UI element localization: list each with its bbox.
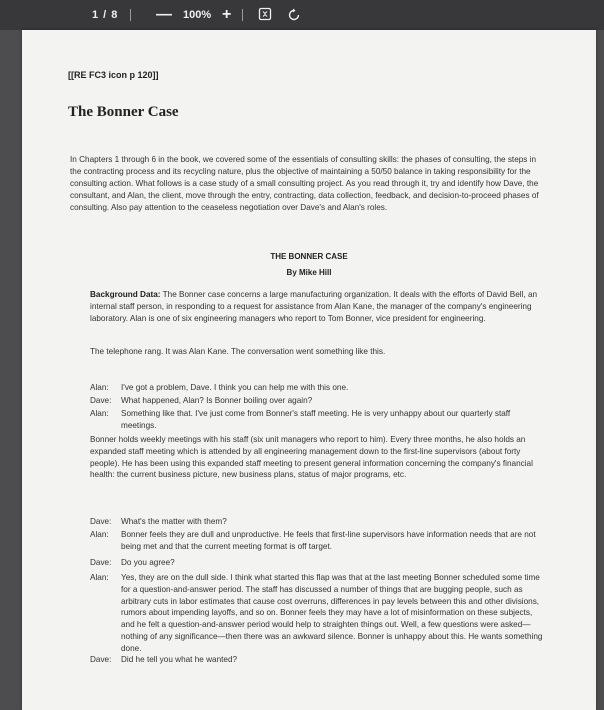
zoom-out-button[interactable]: — xyxy=(156,6,172,23)
dialogue-speaker: Alan: xyxy=(90,530,109,539)
intro-paragraph: In Chapters 1 through 6 in the book, we covered some of the essentials of consulting skills: the phases of consulting, the steps in the contracting process and its recycling nature, plus the objective of maintaining a 50/50 balance in taking responsibility for the consulting action. What follows is a case study of a small consulting project. As you read through it, try and identify how Dave, the consultant, and Alan, the client, move through the entry, contracting, data collection, feedback, and decision-to-proceed phases of consulting. Also pay attention to the ceaseless negotiation over Dave's and Alan's roles. xyxy=(70,155,539,213)
dialogue-speaker: Dave: xyxy=(90,396,112,405)
zoom-in-button[interactable]: + xyxy=(222,6,232,23)
telephone-line: The telephone rang. It was Alan Kane. The conversation went something like this. xyxy=(90,347,386,356)
dialogue-speaker: Dave: xyxy=(90,558,112,567)
background-paragraph xyxy=(90,289,542,325)
dialogue-line xyxy=(90,529,550,553)
dialogue-text: Did he tell you what he wanted? xyxy=(121,655,238,664)
dialogue-text: I've got a problem, Dave. I think you can help me with this one. xyxy=(121,383,349,392)
dialogue-line xyxy=(90,654,550,666)
dialogue-text: Bonner feels they are dull and unproductive. He feels that first-line supervisors have information needs that are not being met and that the current meeting format is off target. xyxy=(121,530,536,551)
dialogue-text: Do you agree? xyxy=(121,558,175,567)
page-indicator: 1 / 8 xyxy=(92,9,119,21)
dialogue-text: Yes, they are on the dull side. I think what started this flap was that at the last meeting Bonner scheduled some time for a question-and-answer period. The staff has discussed a number of things that are bugging people, such as arbitrary cuts in labor estimates that cause cost overruns, differences in pay levels between this and other divisions, rumors about impending layoffs, and so on. Bonner feels they may have a lot of misinformation on these subjects, and he felt a question-and-answer period would help to straighten things out. Well, a few questions were asked—nothing of any significance—then there was an awkward silence. Bonner is unhappy about this. He wants something done. xyxy=(121,573,543,653)
pdf-toolbar xyxy=(0,0,604,30)
dialogue-line xyxy=(90,572,550,656)
reference-tag: [[RE FC3 icon p 120]] xyxy=(68,70,159,80)
background-label: Background Data: xyxy=(90,290,161,299)
toolbar-divider xyxy=(242,9,243,21)
dialogue-line xyxy=(90,408,550,432)
case-title: THE BONNER CASE xyxy=(270,252,348,261)
dialogue-line xyxy=(90,557,550,569)
dialogue-speaker: Dave: xyxy=(90,517,112,526)
dialogue-speaker: Alan: xyxy=(90,409,109,418)
dialogue-speaker: Alan: xyxy=(90,573,109,582)
rotate-icon[interactable] xyxy=(286,7,302,23)
dialogue-speaker: Dave: xyxy=(90,655,112,664)
meetings-paragraph: Bonner holds weekly meetings with his staff (six unit managers who report to him). Every three months, he also holds an expanded staff meeting which is attended by all engineering management down to the first-line supervisors (about forty people). He has been using this expanded staff meeting to present general information concerning the company's financial health: the current business picture, new business plans, status of major programs, etc. xyxy=(90,435,533,480)
page-title: The Bonner Case xyxy=(68,104,179,120)
dialogue-line xyxy=(90,516,550,528)
zoom-level[interactable]: 100% xyxy=(183,9,212,21)
dialogue-text: Something like that. I've just come from Bonner's staff meeting. He is very unhappy about our quarterly staff meetings. xyxy=(121,409,511,430)
document-page xyxy=(22,30,596,710)
dialogue-line xyxy=(90,382,550,394)
byline: By Mike Hill xyxy=(286,268,332,277)
dialogue-speaker: Alan: xyxy=(90,383,109,392)
dialogue-line xyxy=(90,395,550,407)
dialogue-text: What happened, Alan? Is Bonner boiling over again? xyxy=(121,396,313,405)
background-text: The Bonner case concerns a large manufacturing organization. It deals with the efforts of David Bell, an internal staff person, in responding to a request for assistance from Alan Kane, the manager of the company's engineering laboratory. Alan is one of six engineering managers who report to Tom Bonner, vice president for engineering. xyxy=(90,290,538,324)
toolbar-divider xyxy=(130,9,131,21)
fit-page-icon[interactable] xyxy=(258,7,272,21)
dialogue-text: What's the matter with them? xyxy=(121,517,227,526)
